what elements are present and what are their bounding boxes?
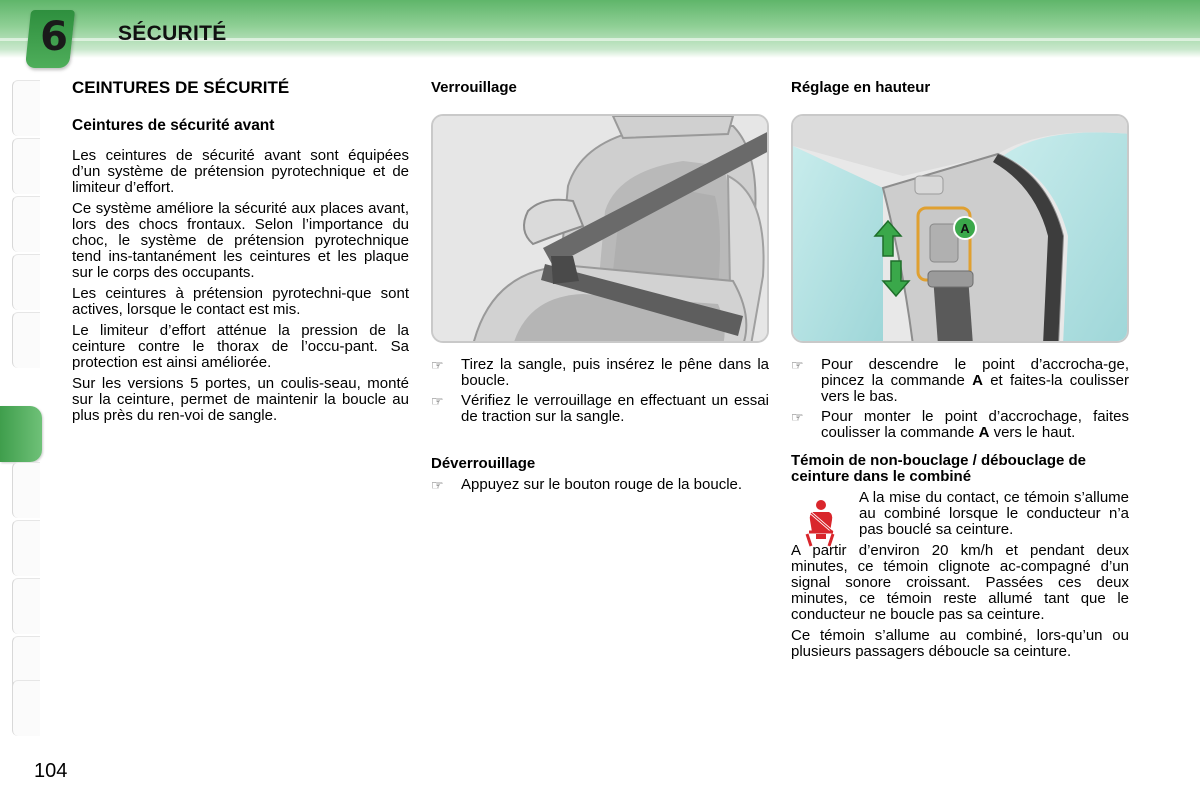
- seat-illustration-svg: [433, 116, 769, 343]
- instruction-text: Tirez la sangle, puis insérez le pêne dans la boucle.: [461, 356, 769, 389]
- paragraph: Le limiteur d’effort atténue la pression de la ceinture contre le thorax de l’occu-pant. Sa protection est ainsi améliorée.: [72, 322, 409, 371]
- command-label: A: [972, 372, 983, 389]
- page-header: [0, 0, 1200, 60]
- chapter-side-tabs: [0, 80, 44, 720]
- pointing-hand-icon: ☞: [431, 477, 444, 493]
- pointing-hand-icon: ☞: [791, 409, 804, 425]
- instruction-item: [431, 357, 769, 389]
- height-adjust-heading: Réglage en hauteur: [791, 79, 931, 96]
- height-adjust-instructions: [791, 357, 1129, 441]
- pointing-hand-icon: ☞: [431, 357, 444, 373]
- instruction-text-after: et faites-la coulisser vers le bas.: [821, 372, 1129, 405]
- paragraph: Ce témoin s’allume au combiné, lors-qu’un ou plusieurs passagers déboucle sa ceinture.: [791, 627, 1129, 660]
- side-tab: [12, 312, 40, 368]
- locking-instructions: [431, 357, 769, 425]
- instruction-item: [791, 409, 1129, 441]
- side-tab: [12, 520, 40, 576]
- section-title: SÉCURITÉ: [118, 22, 227, 45]
- instruction-item: [431, 393, 769, 425]
- column-locking: [431, 76, 769, 497]
- side-tab: [12, 578, 40, 634]
- side-tab-active: [0, 406, 42, 462]
- pillar-illustration-svg: [793, 116, 1129, 343]
- side-tab: [12, 680, 40, 736]
- command-label: A: [978, 424, 990, 441]
- seatbelt-warning-icon: [797, 498, 843, 548]
- side-tab: [12, 254, 40, 310]
- paragraph: Sur les versions 5 portes, un coulis-seau, monté sur la ceinture, permet de maintenir la boucle au plus près du ren-voi de sangle.: [72, 375, 409, 424]
- instruction-text: Vérifiez le verrouillage en effectuant un essai de traction sur la sangle.: [461, 392, 769, 425]
- side-tab: [12, 138, 40, 194]
- warning-light-block: [791, 490, 1129, 538]
- sub-heading: Ceintures de sécurité avant: [72, 117, 275, 134]
- paragraph: Ce système améliore la sécurité aux places avant, lors des chocs frontaux. Selon l’importance du choc, le système de prétension pyrotechnique tend ins-tantanément les ceintures et les plaque sur le corps des occupants.: [72, 200, 409, 281]
- instruction-text-before: Pour descendre le point d’accrocha-ge, pincez la commande: [821, 356, 1129, 389]
- page-number: 104: [34, 760, 68, 782]
- pointing-hand-icon: ☞: [431, 393, 444, 409]
- command-a-label: A: [960, 221, 970, 236]
- side-tab: [12, 80, 40, 136]
- warning-light-text: A la mise du contact, ce témoin s’allume au combiné lorsque le conducteur n’a pas bouclé sa ceinture.: [859, 489, 1129, 538]
- warning-light-heading: Témoin de non-bouclage / débouclage de ceinture dans le combiné: [791, 452, 1087, 485]
- locking-heading: Verrouillage: [431, 79, 517, 96]
- instruction-text-after: vers le haut.: [989, 424, 1076, 441]
- unlocking-heading: Déverrouillage: [431, 455, 536, 472]
- column-intro: [72, 76, 409, 429]
- instruction-text: Appuyez sur le bouton rouge de la boucle.: [461, 476, 743, 493]
- pointing-hand-icon: ☞: [791, 357, 804, 373]
- seat-belt-illustration: [431, 114, 769, 343]
- paragraph: A partir d’environ 20 km/h et pendant deux minutes, ce témoin clignote ac-compagné d’un signal sonore croissant. Passées ces deux minutes, ce témoin reste allumé tant que le conducteur ne boucle pas sa ceinture.: [791, 542, 1129, 623]
- paragraph: Les ceintures à prétension pyrotechni-que sont actives, lorsque le contact est mis.: [72, 285, 409, 318]
- main-heading: CEINTURES DE SÉCURITÉ: [72, 78, 290, 97]
- instruction-item: [791, 357, 1129, 405]
- chapter-number: 6: [40, 14, 68, 60]
- paragraph: Les ceintures de sécurité avant sont équipées d’un système de prétension pyrotechnique et de limiteur d’effort.: [72, 147, 409, 196]
- height-adjust-illustration: [791, 114, 1129, 343]
- instruction-item: [431, 477, 769, 493]
- column-height-adjust: [791, 76, 1129, 665]
- instruction-text-before: Pour monter le point d’accrochage, faites coulisser la commande: [821, 408, 1129, 441]
- side-tab: [12, 196, 40, 252]
- side-tab: [12, 462, 40, 518]
